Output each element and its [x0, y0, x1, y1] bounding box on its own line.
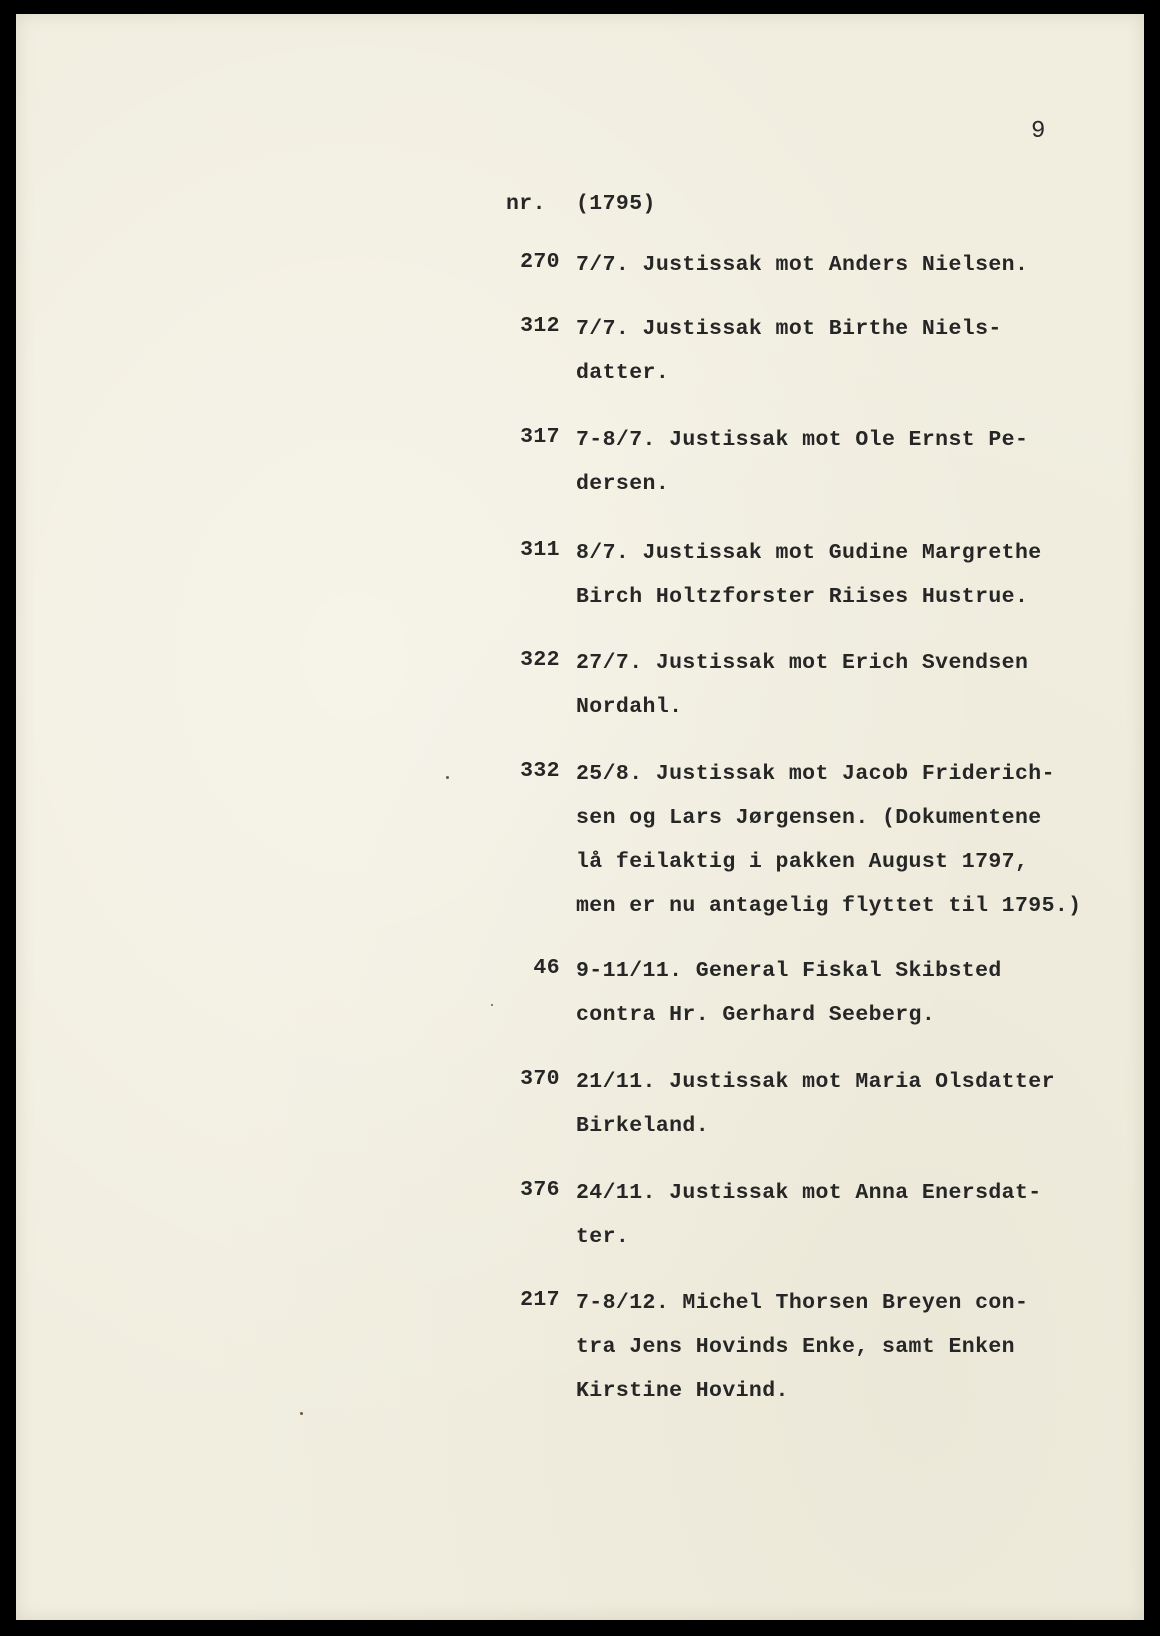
- entry-number: 317: [520, 425, 560, 449]
- entry-text-line: Nordahl.: [576, 695, 683, 719]
- entry-text-line: 21/11. Justissak mot Maria Olsdatter: [576, 1070, 1055, 1094]
- entry-text-line: 27/7. Justissak mot Erich Svendsen: [576, 651, 1029, 675]
- entry-text-line: datter.: [576, 361, 670, 385]
- entry-text-line: 9-11/11. General Fiskal Skibsted: [576, 959, 1002, 983]
- entry-text-line: 7-8/7. Justissak mot Ole Ernst Pe-: [576, 428, 1029, 452]
- list-header: [506, 192, 656, 216]
- paper-speck: [446, 776, 449, 779]
- entry-text-line: Kirstine Hovind.: [576, 1379, 789, 1403]
- entry-text-line: sen og Lars Jørgensen. (Dokumentene: [576, 806, 1042, 830]
- entry-text-line: lå feilaktig i pakken August 1797,: [576, 850, 1029, 874]
- entry-number: 312: [520, 314, 560, 338]
- header-year: (1795): [576, 192, 656, 216]
- entry-text-line: dersen.: [576, 472, 670, 496]
- entry-text-line: 24/11. Justissak mot Anna Enersdat-: [576, 1181, 1042, 1205]
- document-page: [16, 14, 1144, 1620]
- entry-text-line: 7/7. Justissak mot Birthe Niels-: [576, 317, 1002, 341]
- entry-text-line: Birkeland.: [576, 1114, 710, 1138]
- header-nr-label: nr.: [506, 192, 546, 216]
- entry-text-line: contra Hr. Gerhard Seeberg.: [576, 1003, 936, 1027]
- entry-text-line: 7-8/12. Michel Thorsen Breyen con-: [576, 1291, 1029, 1315]
- entry-number: 376: [520, 1178, 560, 1202]
- entry-number: 217: [520, 1288, 560, 1312]
- entry-number: 311: [520, 538, 560, 562]
- entry-text-line: men er nu antagelig flyttet til 1795.): [576, 894, 1082, 918]
- entry-number: 322: [520, 648, 560, 672]
- entry-number: 370: [520, 1067, 560, 1091]
- page-number: 9: [1031, 118, 1046, 145]
- paper-speck: [300, 1412, 303, 1415]
- entry-text-line: Birch Holtzforster Riises Hustrue.: [576, 585, 1029, 609]
- entry-text-line: 8/7. Justissak mot Gudine Margrethe: [576, 541, 1042, 565]
- entry-text-line: 25/8. Justissak mot Jacob Friderich-: [576, 762, 1055, 786]
- entry-number: 270: [520, 250, 560, 274]
- entry-text-line: ter.: [576, 1225, 630, 1249]
- entry-text-line: 7/7. Justissak mot Anders Nielsen.: [576, 253, 1029, 277]
- entry-number: 332: [520, 759, 560, 783]
- entry-number: 46: [533, 956, 560, 980]
- paper-speck: [491, 1004, 493, 1006]
- entry-text-line: tra Jens Hovinds Enke, samt Enken: [576, 1335, 1015, 1359]
